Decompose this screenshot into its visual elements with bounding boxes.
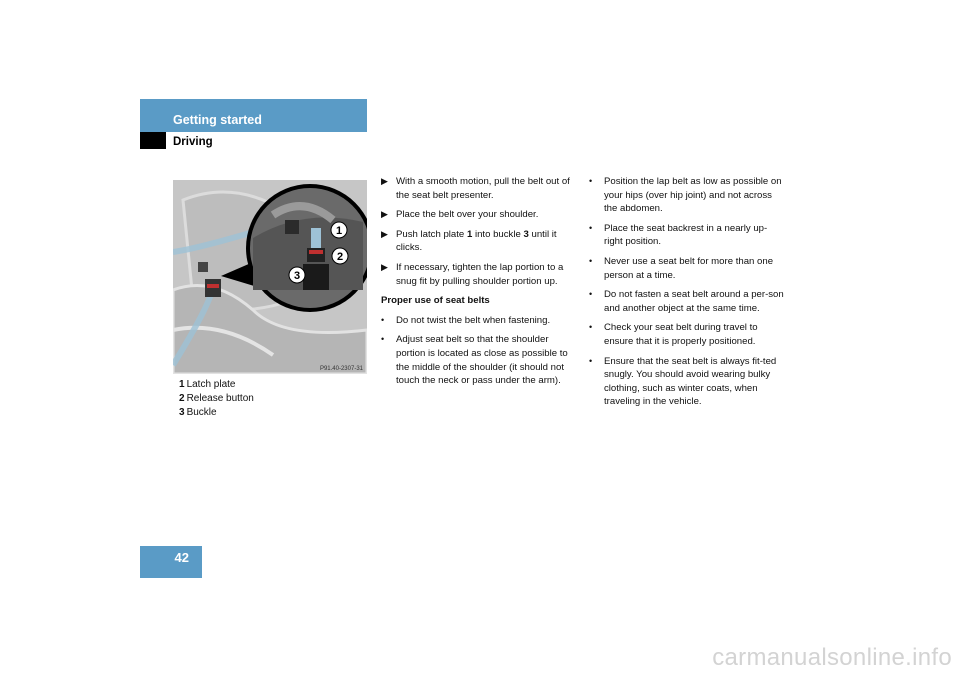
- step-item: ▶ With a smooth motion, pull the belt out of the seat belt presenter.: [381, 176, 570, 201]
- callout-1: 1: [335, 225, 343, 237]
- bullet-item: • Never use a seat belt for more than one person at a time.: [589, 255, 774, 281]
- legend-item: 1 Latch plate: [179, 379, 236, 390]
- bullet-icon: •: [589, 355, 593, 366]
- step-arrow-icon: ▶: [381, 209, 388, 220]
- subsection-title: Driving: [173, 136, 213, 148]
- bullet-icon: •: [589, 222, 593, 233]
- section-tab-marker: [140, 132, 166, 149]
- step-arrow-icon: ▶: [381, 228, 388, 239]
- seat-belt-illustration: [173, 180, 367, 374]
- bullet-item: • Position the lap belt as low as possible on your hips (over hip joint) and not across the abdomen.: [589, 176, 782, 215]
- section-heading: Proper use of seat belts: [381, 295, 490, 307]
- step-arrow-icon: ▶: [381, 176, 388, 186]
- bullet-item: • Adjust seat belt so that the shoulder portion is located as close as possible to the middle of the shoulder (it should not touch the neck or pass under the arm).: [381, 334, 568, 387]
- bullet-item: • Place the seat backrest in a nearly up-right position.: [589, 222, 768, 248]
- bullet-icon: •: [589, 289, 593, 300]
- bullet-icon: •: [381, 334, 385, 345]
- figure-legend: [179, 378, 254, 420]
- section-header: [140, 99, 367, 132]
- callout-3: 3: [293, 270, 301, 282]
- bullet-item: • Do not fasten a seat belt around a per-son and another object at the same time.: [589, 289, 784, 314]
- bullet-icon: •: [589, 255, 593, 266]
- step-item: ▶ Place the belt over your shoulder.: [381, 209, 539, 221]
- bullet-item: • Do not twist the belt when fastening.: [381, 314, 551, 326]
- bullet-icon: •: [589, 322, 593, 333]
- step-item: ▶ If necessary, tighten the lap portion to a snug fit by pulling shoulder portion up.: [381, 261, 564, 287]
- bullet-icon: •: [381, 314, 385, 325]
- callout-2: 2: [336, 251, 344, 263]
- section-title: Getting started: [173, 113, 262, 127]
- bullets-column: [589, 175, 785, 415]
- bullet-item: • Ensure that the seat belt is always fit-ted snugly. You should avoid wearing bulky clothing, such as winter coats, when traveling in the vehicle.: [589, 355, 777, 408]
- figure-code: P91.40-2307-31: [319, 366, 363, 372]
- page-number: 42: [174, 550, 189, 565]
- step-item: ▶ Push latch plate 1 into buckle 3 until it clicks.: [381, 228, 557, 254]
- page-number-box: [140, 546, 202, 578]
- instructions-column: [381, 175, 577, 394]
- bullet-item: • Check your seat belt during travel to ensure that it is properly positioned.: [589, 322, 758, 347]
- watermark-text: carmanualsonline.info: [712, 644, 952, 671]
- bullet-icon: •: [589, 176, 593, 186]
- step-arrow-icon: ▶: [381, 261, 388, 272]
- legend-item: 3 Buckle: [179, 407, 217, 418]
- legend-item: 2 Release button: [179, 393, 254, 404]
